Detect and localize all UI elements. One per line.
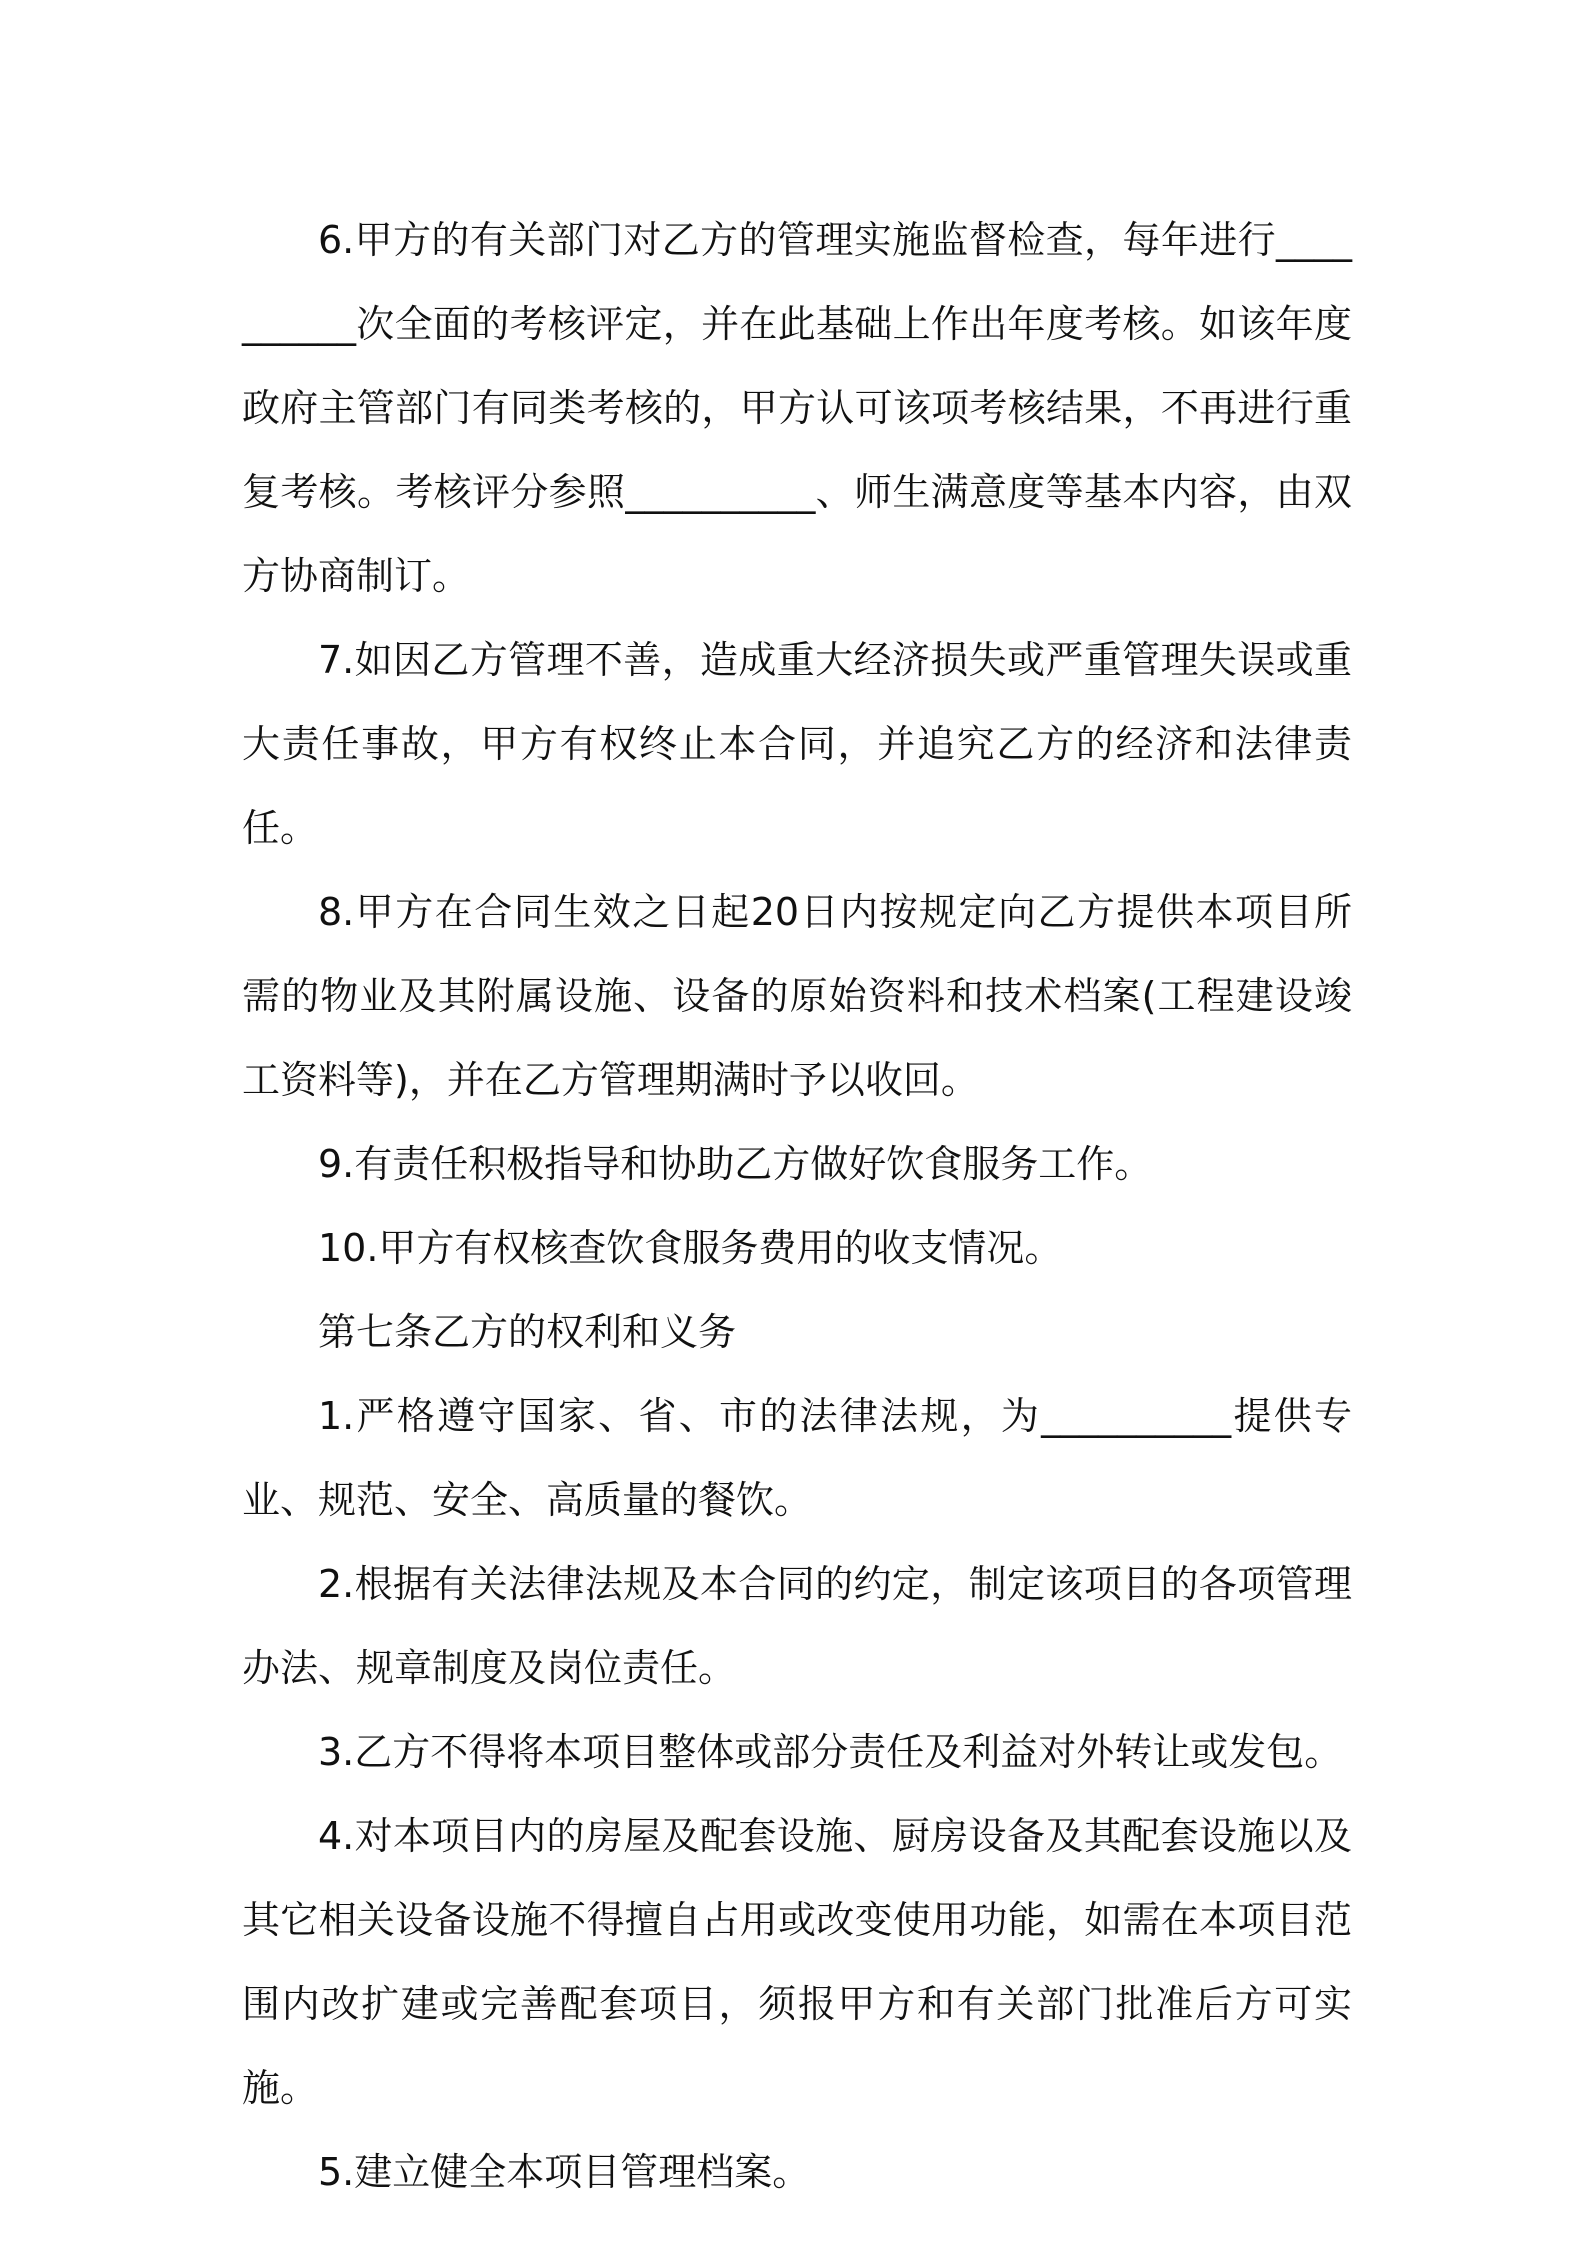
paragraph-item-10: 10.甲方有权核查饮食服务费用的收支情况。 xyxy=(318,1226,1063,1270)
section-heading-article-7: 第七条乙方的权利和义务 xyxy=(318,1310,737,1354)
paragraph-item-3: 3.乙方不得将本项目整体或部分责任及利益对外转让或发包。 xyxy=(318,1730,1343,1774)
paragraph-item-2: 2.根据有关法律法规及本合同的约定，制定该项目的各项管理办法、规章制度及岗位责任。 xyxy=(242,1562,1352,1690)
paragraph-item-6: 6.甲方的有关部门对乙方的管理实施监督检查，每年进行__________次全面的考核评定，并在此基础上作出年度考核。如该年度政府主管部门有同类考核的，甲方认可该项考核结果，不再进行重复考核。考核评分参照__________、师生满意度等基本内容，由双方协商制订。 xyxy=(242,218,1352,598)
document-page xyxy=(242,198,1352,2214)
paragraph-item-5: 5.建立健全本项目管理档案。 xyxy=(318,2150,811,2194)
paragraph-item-4: 4.对本项目内的房屋及配套设施、厨房设备及其配套设施以及其它相关设备设施不得擅自占用或改变使用功能，如需在本项目范围内改扩建或完善配套项目，须报甲方和有关部门批准后方可实施。 xyxy=(242,1814,1352,2110)
paragraph-item-1: 1.严格遵守国家、省、市的法律法规，为__________提供专业、规范、安全、高质量的餐饮。 xyxy=(242,1394,1352,1522)
paragraph-item-8: 8.甲方在合同生效之日起20日内按规定向乙方提供本项目所需的物业及其附属设施、设备的原始资料和技术档案(工程建设竣工资料等)，并在乙方管理期满时予以收回。 xyxy=(242,890,1352,1102)
paragraph-item-9: 9.有责任积极指导和协助乙方做好饮食服务工作。 xyxy=(318,1142,1153,1186)
paragraph-item-7: 7.如因乙方管理不善，造成重大经济损失或严重管理失误或重大责任事故，甲方有权终止本合同，并追究乙方的经济和法律责任。 xyxy=(242,638,1352,850)
